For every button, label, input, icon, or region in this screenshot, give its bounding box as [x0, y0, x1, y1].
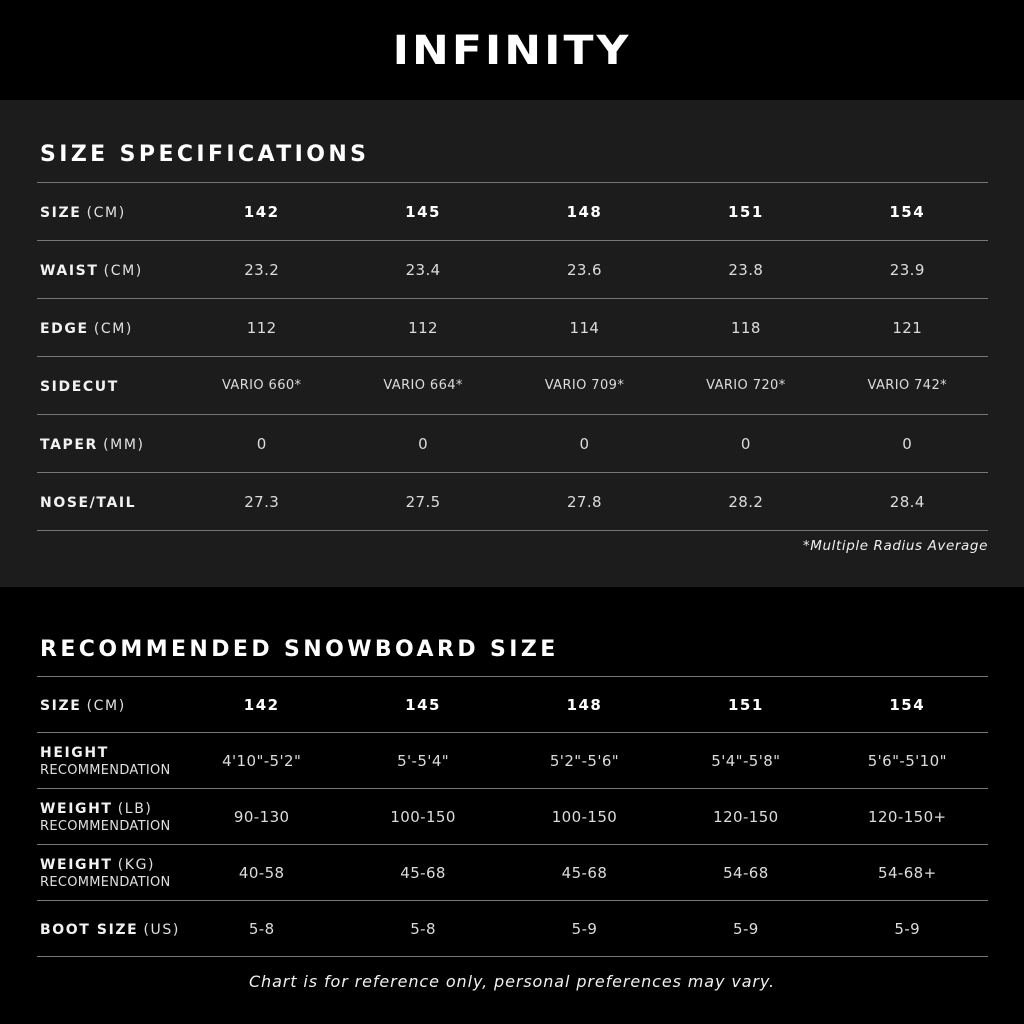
table-cell: VARIO 720*: [665, 357, 826, 415]
row-label: [37, 299, 181, 357]
table-cell: 45-68: [504, 845, 665, 901]
table-cell: 23.4: [342, 241, 503, 299]
table-cell: 151: [665, 677, 826, 733]
row-label: [37, 183, 181, 241]
table-cell: 23.6: [504, 241, 665, 299]
table-cell: 54-68: [665, 845, 826, 901]
table-cell: 121: [827, 299, 988, 357]
table-cell: 0: [181, 415, 342, 473]
table-cell: 114: [504, 299, 665, 357]
recommended-size-table: [37, 676, 988, 957]
reference-disclaimer: Chart is for reference only, personal preferences may vary.: [248, 972, 776, 991]
table-row: [37, 415, 988, 473]
row-label-unit: (CM): [86, 204, 126, 221]
size-specifications-table: [37, 182, 988, 531]
table-cell: 154: [827, 677, 988, 733]
table-cell: 0: [665, 415, 826, 473]
table-cell: 5-9: [504, 901, 665, 957]
table-cell: 5'4"-5'8": [665, 733, 826, 789]
table-cell: 0: [342, 415, 503, 473]
row-label-text: WEIGHT: [40, 801, 113, 817]
row-label-text: SIZE: [40, 204, 82, 221]
table-cell: 100-150: [504, 789, 665, 845]
table-row: [37, 789, 988, 845]
row-label-subtext: RECOMMENDATION: [40, 763, 171, 778]
table-cell: 28.2: [665, 473, 826, 531]
table-cell: 0: [827, 415, 988, 473]
multiple-radius-note: *Multiple Radius Average: [802, 538, 988, 554]
row-label-unit: (LB): [117, 801, 153, 817]
header: [0, 0, 1024, 100]
table-cell: 90-130: [181, 789, 342, 845]
table-cell: 154: [827, 183, 988, 241]
row-label: [37, 789, 181, 845]
row-label-text: EDGE: [40, 320, 89, 337]
table-cell: VARIO 742*: [827, 357, 988, 415]
row-label-text: BOOT SIZE: [40, 921, 139, 938]
table-row: [37, 733, 988, 789]
row-label-unit: (CM): [86, 697, 126, 714]
size-specifications-title: SIZE SPECIFICATIONS: [40, 142, 370, 167]
row-label: [37, 733, 181, 789]
recommended-size-section: [0, 587, 1024, 1024]
row-label: [37, 473, 181, 531]
table-cell: 142: [181, 183, 342, 241]
table-row: [37, 901, 988, 957]
table-cell: 120-150+: [827, 789, 988, 845]
table-cell: 23.9: [827, 241, 988, 299]
table-cell: VARIO 709*: [504, 357, 665, 415]
table-cell: 112: [181, 299, 342, 357]
table-row: [37, 677, 988, 733]
table-cell: 5'-5'4": [342, 733, 503, 789]
table-cell: 23.2: [181, 241, 342, 299]
row-label-text: SIDECUT: [40, 378, 119, 395]
table-cell: 4'10"-5'2": [181, 733, 342, 789]
row-label-text: WEIGHT: [40, 857, 113, 873]
row-label-unit: (KG): [117, 857, 156, 873]
row-label-text: TAPER: [40, 436, 98, 453]
table-cell: 5'2"-5'6": [504, 733, 665, 789]
table-cell: 112: [342, 299, 503, 357]
table-cell: 148: [504, 183, 665, 241]
row-label: [37, 357, 181, 415]
size-specifications-section: [0, 100, 1024, 587]
row-label-subtext: RECOMMENDATION: [40, 875, 171, 890]
table-cell: 0: [504, 415, 665, 473]
table-cell: 27.8: [504, 473, 665, 531]
table-cell: 54-68+: [827, 845, 988, 901]
recommended-size-title: RECOMMENDED SNOWBOARD SIZE: [40, 637, 559, 662]
row-label-unit: (US): [143, 921, 180, 938]
row-label-text: SIZE: [40, 697, 82, 714]
table-cell: 40-58: [181, 845, 342, 901]
table-cell: 27.5: [342, 473, 503, 531]
table-cell: 23.8: [665, 241, 826, 299]
table-cell: 100-150: [342, 789, 503, 845]
table-cell: VARIO 664*: [342, 357, 503, 415]
table-cell: 145: [342, 183, 503, 241]
table-cell: 5-8: [342, 901, 503, 957]
row-label-text: HEIGHT: [40, 745, 109, 761]
row-label-unit: (CM): [103, 262, 143, 279]
brand-title: INFINITY: [392, 26, 632, 74]
table-row: [37, 241, 988, 299]
row-label: [37, 677, 181, 733]
table-cell: 120-150: [665, 789, 826, 845]
row-label-text: WAIST: [40, 262, 99, 279]
row-label-text: NOSE/TAIL: [40, 494, 137, 511]
row-label: [37, 241, 181, 299]
table-cell: 28.4: [827, 473, 988, 531]
table-cell: 148: [504, 677, 665, 733]
row-label: [37, 901, 181, 957]
table-row: [37, 845, 988, 901]
row-label: [37, 415, 181, 473]
table-cell: 5'6"-5'10": [827, 733, 988, 789]
table-row: [37, 299, 988, 357]
table-cell: 142: [181, 677, 342, 733]
table-cell: 45-68: [342, 845, 503, 901]
table-cell: 5-9: [827, 901, 988, 957]
row-label-subtext: RECOMMENDATION: [40, 819, 171, 834]
row-label-unit: (MM): [103, 436, 145, 453]
table-row: [37, 183, 988, 241]
table-cell: 145: [342, 677, 503, 733]
row-label: [37, 845, 181, 901]
row-label-unit: (CM): [93, 320, 133, 337]
table-cell: VARIO 660*: [181, 357, 342, 415]
table-cell: 27.3: [181, 473, 342, 531]
table-cell: 5-9: [665, 901, 826, 957]
table-cell: 5-8: [181, 901, 342, 957]
table-row: [37, 473, 988, 531]
table-cell: 118: [665, 299, 826, 357]
table-cell: 151: [665, 183, 826, 241]
table-row: [37, 357, 988, 415]
